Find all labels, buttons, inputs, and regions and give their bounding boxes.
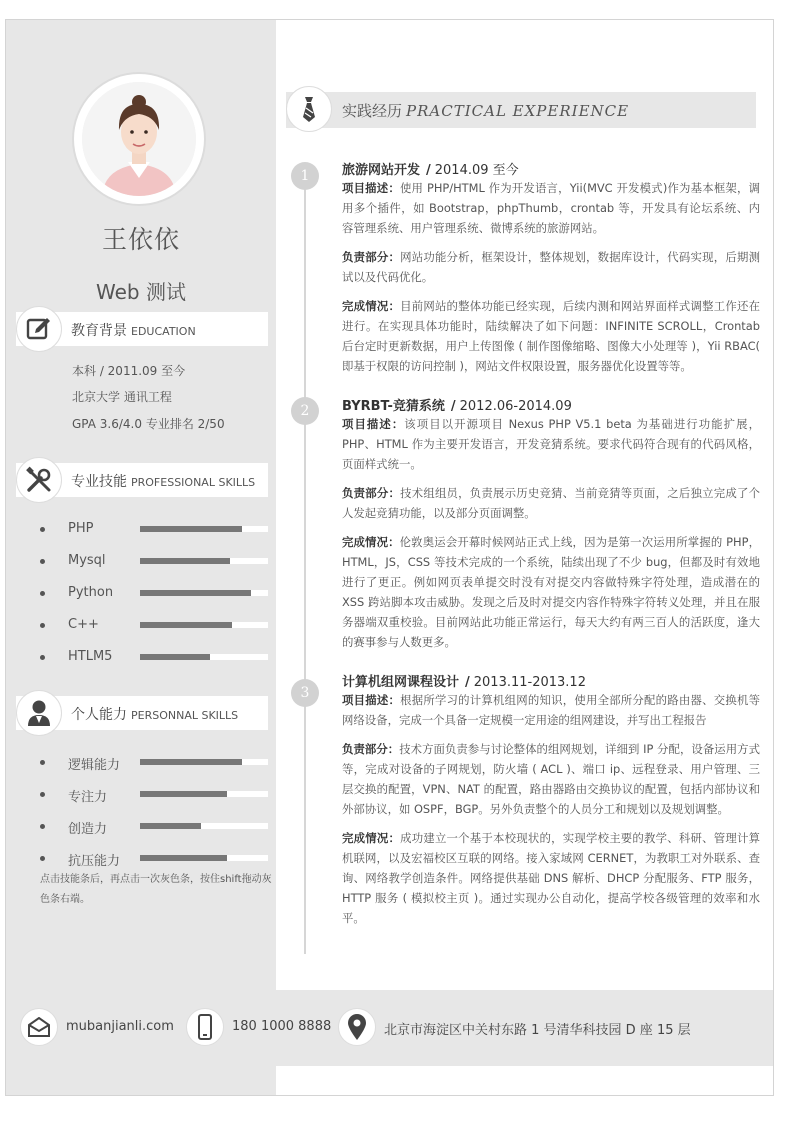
skill-row [40,817,270,837]
skill-bar-fill[interactable] [140,526,242,532]
experience-entry: BYRBT-竞猜系统 / 2012.06-2014.09 项目描述：该项目以开源项目 Nexus PHP V5.1 beta 为基础进行功能扩展，PHP、HTML 作为主要开发语言，开发竞猜系统。要求代码符合现有的代码风格，页面样式统一。 负责部分：技术组组员，负责展示历史竞猜、当前竞猜等页面，之后独立完成了个人发起竞猜功能，以及部分页面调整。 完成情况：伦敦奥运会开幕时候网站正式上线，因为是第一次运用所掌握的 PHP，HTML，JS，CSS 等技术完成的一个系统，陆续出现了不少 bug，但都及时有效地进行了更正。例如网页表单提交时没有对提交内容做特殊字符处理，造成潜在的 XSS 跨站脚本攻击威胁。发现之后及时对提交内容作特殊字符转义处理，并且在服务器端双重校验。目前网站此功能正常运行，每天大约有两三百人的活跃度，逢大的赛事参与人数更多。 [342,395,760,652]
skill-bar[interactable] [140,791,268,797]
entry-date: 2014.09 至今 [434,163,519,178]
skills-heading-text: 专业技能 [71,474,127,490]
entry-number: 2 [291,397,319,425]
skill-name: HTLM5 [68,649,113,664]
skill-name: 创造力 [68,822,108,837]
entry-result: 完成情况：目前网站的整体功能已经实现，后续内测和网站界面样式调整工作还在进行。在实现具体功能时，陆续解决了如下问题：INFINITE SCROLL，Crontab 后台定时更新数据，用户上传图像 ( 制作图像缩略、图像大小处理等 )，Yii RBAC( 即基于权限的访问控制 )，网站文件权限设置，服务器优化设置等等。 [342,299,760,373]
skill-bar-fill[interactable] [140,759,242,765]
website-text[interactable]: mubanjianli.com [66,1019,174,1034]
skill-bar[interactable] [140,654,268,660]
skills-heading-en: PROFESSIONAL SKILLS [131,476,256,489]
skill-bar[interactable] [140,759,268,765]
mail-icon [20,1008,58,1046]
skill-row [40,648,270,668]
skill-name: 逻辑能力 [68,758,121,773]
job-title: Web 测试 [96,280,186,304]
skill-row [40,520,270,540]
sidebar [6,20,276,1095]
timeline-line [304,170,306,954]
bullet-icon [40,655,45,660]
entry-description: 项目描述：该项目以开源项目 Nexus PHP V5.1 beta 为基础进行功能扩展，PHP、HTML 作为主要开发语言，开发竞猜系统。要求代码符合现有的代码风格，页面样式统一。 [342,417,760,471]
skill-bar[interactable] [140,622,268,628]
abilities-heading-en: PERSONNAL SKILLS [131,709,239,722]
avatar [72,72,206,206]
person-name: 王依依 [101,225,180,254]
skill-name: 专注力 [68,790,108,805]
bullet-icon [40,591,45,596]
skill-name: 抗压能力 [68,854,121,869]
entry-date: 2012.06-2014.09 [459,399,572,414]
skill-row [40,616,270,636]
skill-name: C++ [68,617,99,632]
entry-number: 1 [291,162,319,190]
edit-icon [16,306,62,352]
location-pin-icon [338,1008,376,1046]
skill-bar-fill[interactable] [140,791,227,797]
education-gpa: GPA 3.6/4.0 专业排名 2/50 [72,417,225,431]
skill-name: Mysql [68,553,106,568]
entry-description: 项目描述：根据所学习的计算机组网的知识，使用全部所分配的路由器、交换机等网络设备，完成一个具备一定规模一定用途的组网建设，并写出工程报告 [342,693,760,727]
entry-title: 计算机组网课程设计 [342,675,460,690]
experience-entry: 计算机组网课程设计 / 2013.11-2013.12 项目描述：根据所学习的计算机组网的知识，使用全部所分配的路由器、交换机等网络设备，完成一个具备一定规模一定用途的组网建设，并写出工程报告 负责部分：技术方面负责参与讨论整体的组网规划，详细到 IP 分配，设备运用方式等，完成对设备的子网规划，防火墙 ( ACL )、端口 ip、远程登录、用户管理、三层交换的配置，VPN、NAT 的配置，路由器路由交换协议的配置，包括内部协议和外部协议，如 OSPF，BGP。另外负责整个的人员分工和规划以及规划调整。 完成情况：成功建立一个基于本校现状的，实现学校主要的教学、科研、管理计算机联网，以及宏福校区互联的网络。接入家域网 CERNET，为教职工对外联系、查询、网络教学创造条件。网络提供基础 DNS 解析、DHCP 分配服务、FTP 服务，HTTP 服务 ( 模拟校主页 )。通过实现办公自动化，提高学校各级管理的效率和水平。 [342,671,760,928]
bullet-icon [40,792,45,797]
entry-result: 完成情况：成功建立一个基于本校现状的，实现学校主要的教学、科研、管理计算机联网，以及宏福校区互联的网络。接入家域网 CERNET，为教职工对外联系、查询、网络教学创造条件。网络提供基础 DNS 解析、DHCP 分配服务、FTP 服务，HTTP 服务 ( 模拟校主页 )。通过实现办公自动化，提高学校各级管理的效率和水平。 [342,831,760,925]
resume-page [5,19,774,1096]
tie-icon [286,86,332,132]
skill-bar-fill[interactable] [140,823,201,829]
phone-text[interactable]: 180 1000 8888 [232,1019,332,1034]
entry-role: 负责部分：网站功能分析，框架设计，整体规划，数据库设计，代码实现，后期测试以及代码优化。 [342,250,760,284]
abilities-heading-text: 个人能力 [71,707,127,723]
skill-bar-fill[interactable] [140,558,230,564]
education-heading [16,312,268,346]
skill-bar[interactable] [140,590,268,596]
skill-row [40,785,270,805]
skill-row [40,849,270,869]
skill-bar-fill[interactable] [140,654,210,660]
phone-icon [186,1008,224,1046]
skill-bar-hint: 点击技能条后，再点击一次灰色条，按住shift拖动灰色条右端。 [40,874,272,905]
bullet-icon [40,760,45,765]
profile-photo [82,82,196,196]
skill-row [40,753,270,773]
skills-heading [16,463,268,497]
abilities-heading [16,696,268,730]
entry-result: 完成情况：伦敦奥运会开幕时候网站正式上线，因为是第一次运用所掌握的 PHP，HTML，JS，CSS 等技术完成的一个系统，陆续出现了不少 bug，但都及时有效地进行了更正。例如网页表单提交时没有对提交内容做特殊字符处理，造成潜在的 XSS 跨站脚本攻击威胁。发现之后及时对提交内容作特殊字符转义处理，并且在服务器端双重校验。目前网站此功能正常运行，每天大约有两三百人的活跃度，逢大的赛事参与人数更多。 [342,535,760,649]
experience-heading [286,92,756,128]
entry-description: 项目描述：使用 PHP/HTML 作为开发语言，Yii(MVC 开发模式)作为基本框架，调用多个插件，如 Bootstrap，phpThumb，crontab 等，开发具有论坛系统、内容管理系统、用户管理系统、微博系统的旅游网站。 [342,181,760,235]
skill-bar[interactable] [140,558,268,564]
bullet-icon [40,856,45,861]
skill-bar[interactable] [140,855,268,861]
education-degree: 本科 / 2011.09 至今 [72,364,186,378]
experience-heading-en: PRACTICAL EXPERIENCE [406,102,630,120]
skill-bar-fill[interactable] [140,855,227,861]
tools-icon [16,457,62,503]
skill-row [40,552,270,572]
experience-heading-text: 实践经历 [342,102,403,120]
skill-name: Python [68,585,114,600]
education-heading-text: 教育背景 [71,323,127,339]
skill-bar-fill[interactable] [140,622,232,628]
entry-date: 2013.11-2013.12 [473,675,586,690]
skill-bar-fill[interactable] [140,590,251,596]
bullet-icon [40,527,45,532]
entry-role: 负责部分：技术方面负责参与讨论整体的组网规划，详细到 IP 分配，设备运用方式等，完成对设备的子网规划，防火墙 ( ACL )、端口 ip、远程登录、用户管理、三层交换的配置，VPN、NAT 的配置，路由器路由交换协议的配置，包括内部协议和外部协议，如 OSPF，BGP。另外负责整个的人员分工和规划以及规划调整。 [342,742,760,816]
skill-row [40,584,270,604]
entry-role: 负责部分：技术组组员，负责展示历史竞猜、当前竞猜等页面，之后独立完成了个人发起竞猜功能，以及部分页面调整。 [342,486,760,520]
address-text: 北京市海淀区中关村东路 1 号清华科技园 D 座 15 层 [384,1023,691,1038]
education-heading-en: EDUCATION [131,325,196,338]
bullet-icon [40,623,45,628]
bullet-icon [40,559,45,564]
person-icon [16,690,62,736]
entry-number: 3 [291,679,319,707]
bullet-icon [40,824,45,829]
skill-bar[interactable] [140,526,268,532]
skill-bar[interactable] [140,823,268,829]
entry-title: 旅游网站开发 [342,163,421,178]
entry-title: BYRBT-竞猜系统 [342,399,445,414]
experience-entry: 旅游网站开发 / 2014.09 至今 项目描述：使用 PHP/HTML 作为开发语言，Yii(MVC 开发模式)作为基本框架，调用多个插件，如 Bootstrap，phpThumb，crontab 等，开发具有论坛系统、内容管理系统、用户管理系统、微博系统的旅游网站。 负责部分：网站功能分析，框架设计，整体规划，数据库设计，代码实现，后期测试以及代码优化。 完成情况：目前网站的整体功能已经实现，后续内测和网站界面样式调整工作还在进行。在实现具体功能时，陆续解决了如下问题：INFINITE SCROLL，Crontab 后台定时更新数据，用户上传图像 ( 制作图像缩略、图像大小处理等 )，Yii RBAC( 即基于权限的访问控制 )，网站文件权限设置，服务器优化设置等等。 [342,159,760,376]
education-school: 北京大学 通讯工程 [72,390,172,404]
contact-footer [6,990,773,1066]
skill-name: PHP [68,521,94,536]
